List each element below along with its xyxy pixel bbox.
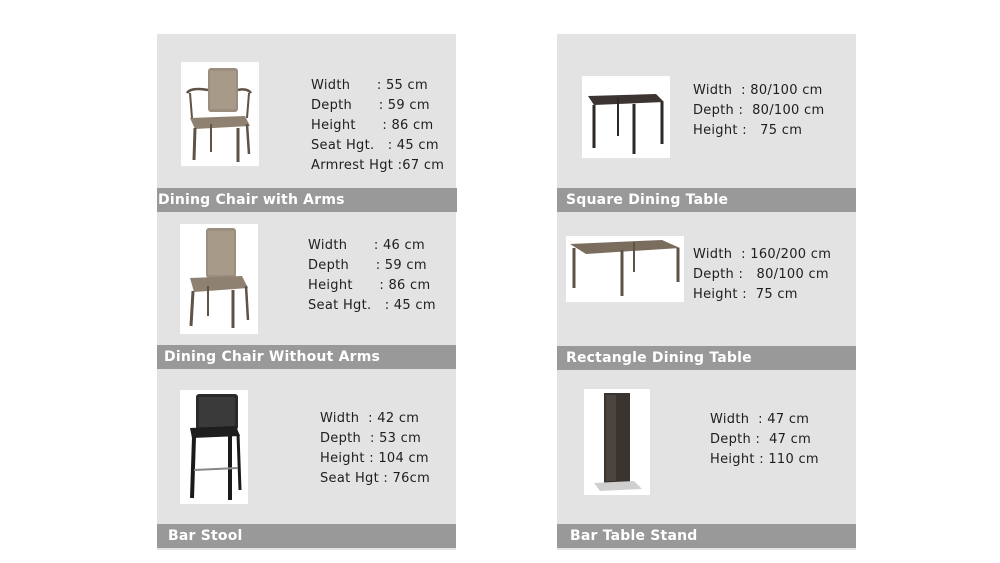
spec-width: Width : 46 cm xyxy=(308,238,425,253)
spec-depth: Depth : 59 cm xyxy=(308,258,427,273)
spec-width: Width : 80/100 cm xyxy=(693,83,823,98)
spec-depth: Depth : 59 cm xyxy=(311,98,430,113)
spec-depth: Depth : 80/100 cm xyxy=(693,267,829,282)
spec-list xyxy=(693,81,824,141)
spec-depth: Depth : 47 cm xyxy=(710,432,812,447)
spec-list xyxy=(320,409,430,489)
product-title: Bar Stool xyxy=(157,524,456,548)
spec-seat-height: Seat Hgt. : 45 cm xyxy=(308,298,436,313)
spec-armrest-height: Armrest Hgt :67 cm xyxy=(311,158,445,173)
spec-list xyxy=(308,236,436,316)
chair-image xyxy=(180,224,258,334)
spec-height: Height : 86 cm xyxy=(308,278,431,293)
bar-table-stand-image xyxy=(584,389,650,495)
product-title: Bar Table Stand xyxy=(557,524,856,548)
spec-list xyxy=(710,410,819,470)
armchair-image xyxy=(181,62,259,166)
spec-width: Width : 55 cm xyxy=(311,78,428,93)
spec-height: Height : 110 cm xyxy=(710,452,819,467)
rectangle-table-image xyxy=(566,236,684,302)
spec-width: Width : 160/200 cm xyxy=(693,247,832,262)
spec-height: Height : 75 cm xyxy=(693,123,803,138)
product-title: Dining Chair with Arms xyxy=(157,188,457,212)
spec-seat-height: Seat Hgt. : 45 cm xyxy=(311,138,439,153)
product-title: Dining Chair Without Arms xyxy=(157,345,456,369)
spec-width: Width : 47 cm xyxy=(710,412,810,427)
spec-height: Height : 86 cm xyxy=(311,118,434,133)
product-title: Rectangle Dining Table xyxy=(557,346,856,370)
spec-seat-height: Seat Hgt : 76cm xyxy=(320,471,431,486)
spec-height: Height : 104 cm xyxy=(320,451,429,466)
bar-stool-image xyxy=(180,390,248,504)
spec-list xyxy=(311,76,444,176)
product-title: Square Dining Table xyxy=(557,188,856,212)
square-table-image xyxy=(582,76,670,158)
spec-width: Width : 42 cm xyxy=(320,411,420,426)
spec-depth: Depth : 80/100 cm xyxy=(693,103,825,118)
spec-height: Height : 75 cm xyxy=(693,287,798,302)
spec-list xyxy=(693,245,831,305)
spec-depth: Depth : 53 cm xyxy=(320,431,422,446)
